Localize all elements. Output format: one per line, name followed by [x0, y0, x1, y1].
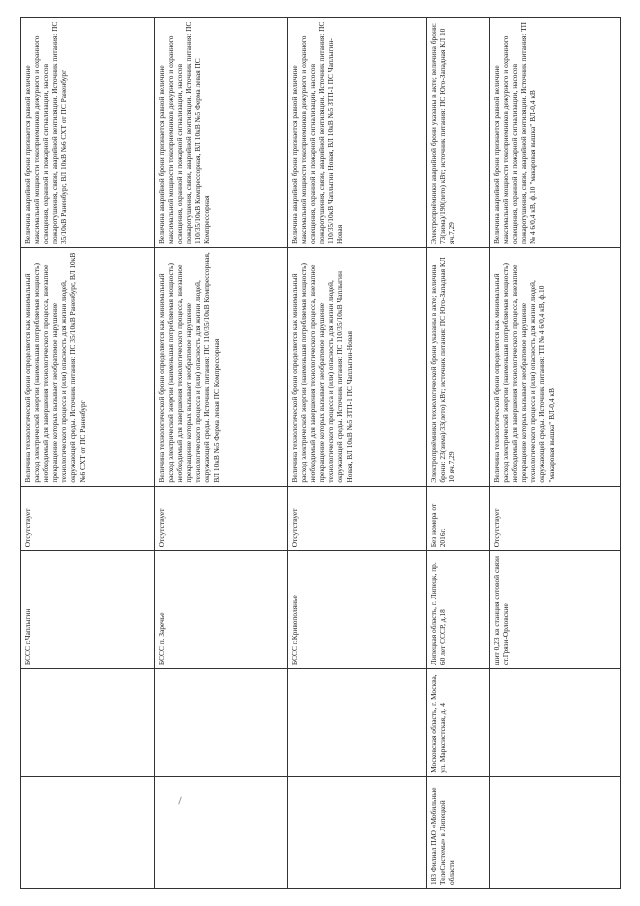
- cell-address: [490, 669, 621, 777]
- cell-address: Московская область, г. Москва, ул. Марксистская, д. 4: [427, 669, 490, 777]
- cell-tech-armor: Электроприёмники технологической брони указаны в акте; величина брони: 23(зима)/33(лето) кВт; источник питания: ПС Юго-Западная КЛ 10 яч.7,29: [427, 248, 490, 487]
- cell-reg-number: Отсутствует: [288, 486, 427, 551]
- cell-object: Липецкая область, г. Липецк, пр. 60 лет СССР, д.18: [427, 551, 490, 669]
- table-row: [427, 18, 490, 889]
- cell-address: [155, 669, 288, 777]
- cell-org: [155, 776, 288, 888]
- table-row: [155, 18, 288, 889]
- org-name: Филиал ПАО «Мобильные ТелеСистемы» в Липецкой области: [429, 787, 457, 885]
- armor-table: [20, 17, 621, 889]
- cell-org: [427, 776, 490, 888]
- table-row: [490, 18, 621, 889]
- cell-reg-number: Отсутствует: [21, 486, 155, 551]
- cell-object: шит 0,23 кв станция сотовой связи ст.Грязи-Орловские: [490, 551, 621, 669]
- cell-org: [21, 776, 155, 888]
- cell-object: БССС п. Заречье: [155, 551, 288, 669]
- cell-reg-number: Без номера от 2016г.: [427, 486, 490, 551]
- table-row: [288, 18, 427, 889]
- cell-org: [490, 776, 621, 888]
- cell-address: [288, 669, 427, 777]
- cell-tech-armor: Величина технологической брони определяется как минимальный расход электрической энергии (наименьшая потребляемая мощность) необходимый для завершения технологического процесса, внезапное прекращение которых вызывает необратимое нарушение технологического процесса и (или) опасность для жизни людей, окружающей среды. Источник питания: ПС 110/35/10кВ Компрессорная, ВЛ 10кВ №5 Ферма левая ПС Компрессорная: [155, 248, 288, 487]
- cell-reg-number: Отсутствует: [490, 486, 621, 551]
- cell-reg-number: Отсутствует: [155, 486, 288, 551]
- cell-tech-armor: Величина технологической брони определяется как минимальный расход электрической энергии (наименьшая потребляемая мощность) необходимый для завершения технологического процесса, внезапное прекращение которых вызывает необратимое нарушение технологического процесса и (или) опасность для жизни людей, окружающей среды. Источник питания: ПС 110/35/10кВ Чаплыгин Новая, ВЛ 10кВ №5 ЗТП-1 ПС Чаплыгин-Новая: [288, 248, 427, 487]
- cell-emergency-armor: Величина аварийной брони признается равной величине максимальной мощности токоприемников дежурного и охранного освещения, охранной и пожарной сигнализации, насосов пожаротушения, связи, аварийной вентиляции. Источник питания: ПС 110/35/10кВ Чаплыгин Новая, ВЛ 10кВ №5 ЗТП-1 ПС Чаплыгин-Новая: [288, 18, 427, 248]
- cell-emergency-armor: Электроприёмники аварийной брони указаны в акте; величина брони: 73(зима)/190(лето) кВт; источник питания: ПС Юго-Западная КЛ 10 яч.7,29: [427, 18, 490, 248]
- table-row: [21, 18, 155, 889]
- cell-tech-armor: Величина технологической брони определяется как минимальный расход электрической энергии (наименьшая потребляемая мощность) необходимый для завершения технологического процесса, внезапное прекращение которых вызывает необратимое нарушение технологического процесса и (или) опасность для жизни людей, окружающей среды. Источник питания: ТП № 4 6/0,4 кВ, ф.10 "макаровая вышка" ВЛ-0,4 кВ: [490, 248, 621, 487]
- cell-object: БССС г.Кривополянье: [288, 551, 427, 669]
- rotated-table-wrapper: [20, 17, 620, 889]
- row-number: 183: [429, 873, 438, 885]
- cell-emergency-armor: Величина аварийной брони признается равной величине максимальной мощности токоприемников дежурного и охранного освещения, охранной и пожарной сигнализации, насосов пожаротушения, связи, аварийной вентиляции. Источник питания: ТП № 4 6/0,4 кВ, ф.10 "макаровая вышка" ВЛ-0,4 кВ: [490, 18, 621, 248]
- cell-address: [21, 669, 155, 777]
- cell-org: [288, 776, 427, 888]
- cell-emergency-armor: Величина аварийной брони признается равной величине максимальной мощности токоприемников дежурного и охранного освещения, охранной и пожарной сигнализации, насосов пожаротушения, связи, аварийной вентиляции. Источник питания: ПС 35/10кВ Раненбург, ВЛ 10кВ №6 СХТ от ПС Раненбург: [21, 18, 155, 248]
- cell-emergency-armor: Величина аварийной брони признается равной величине максимальной мощности токоприемников дежурного и охранного освещения, охранной и пожарной сигнализации, насосов пожаротушения, связи, аварийной вентиляции. Источник питания: ПС 110/35/10кВ Компрессорная, ВЛ 10кВ №5 Ферма левая ПС Компрессорная: [155, 18, 288, 248]
- cell-object: БССС г.Чаплыгин: [21, 551, 155, 669]
- cell-tech-armor: Величина технологической брони определяется как минимальный расход электрической энергии (наименьшая потребляемая мощность) необходимый для завершения технологического процесса, внезапное прекращение которых вызывает необратимое нарушение технологического процесса и (или) опасность для жизни людей, окружающей среды. Источник питания: ПС 35/10кВ Раненбург, ВЛ 10кВ №6 СХТ от ПС Раненбург: [21, 248, 155, 487]
